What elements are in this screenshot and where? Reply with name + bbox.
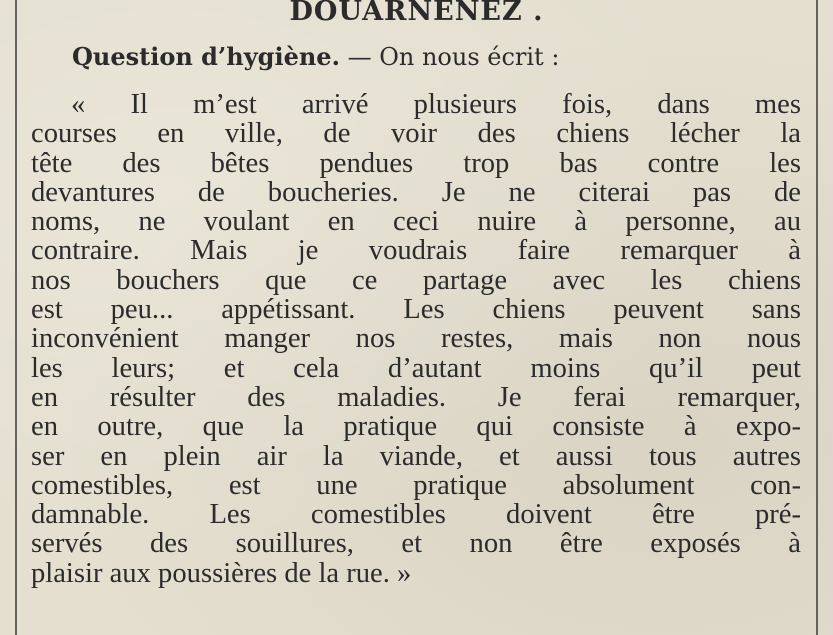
text-line: damnable. Les comestibles doivent être pré- xyxy=(31,500,801,530)
text-line: nos bouchers que ce partage avec les chiens xyxy=(31,265,801,296)
text-line: est peu... appétissant. Les chiens peuvent sans xyxy=(31,295,801,325)
subhead-title: Question d’hygiène. xyxy=(72,42,340,71)
text-line: contraire. Mais je voudrais faire remarquer à xyxy=(31,236,801,266)
text-line: comestibles, est une pratique absolument con- xyxy=(31,470,801,501)
text-line: ser en plein air la viande, et aussi tous autres xyxy=(31,441,801,471)
subhead xyxy=(72,42,772,71)
text-line: courses en ville, de voir des chiens lécher la xyxy=(31,119,801,149)
headline: DOUARNENEZ . xyxy=(289,0,544,27)
subhead-intro: — On nous écrit : xyxy=(339,43,560,71)
text-line: plaisir aux poussières de la rue. » xyxy=(31,558,412,589)
text-line: en résulter des maladies. Je ferai remarquer, xyxy=(31,382,801,413)
article-body xyxy=(31,90,801,588)
column-rule-right xyxy=(816,0,818,635)
column-rule-left xyxy=(15,0,17,635)
text-line: « Il m’est arrivé plusieurs fois, dans mes xyxy=(71,90,801,120)
text-line: servés des souillures, et non être exposés à xyxy=(31,529,801,559)
text-line: inconvénient manger nos restes, mais non nous xyxy=(31,324,801,354)
text-line: noms, ne voulant en ceci nuire à personne, au xyxy=(31,207,801,237)
text-line: les leurs; et cela d’autant moins qu’il peut xyxy=(31,353,801,383)
text-line: devantures de boucheries. Je ne citerai pas de xyxy=(31,177,801,208)
text-line: tête des bêtes pendues trop bas contre les xyxy=(31,148,801,178)
text-line: en outre, que la pratique qui consiste à expo- xyxy=(31,412,801,442)
